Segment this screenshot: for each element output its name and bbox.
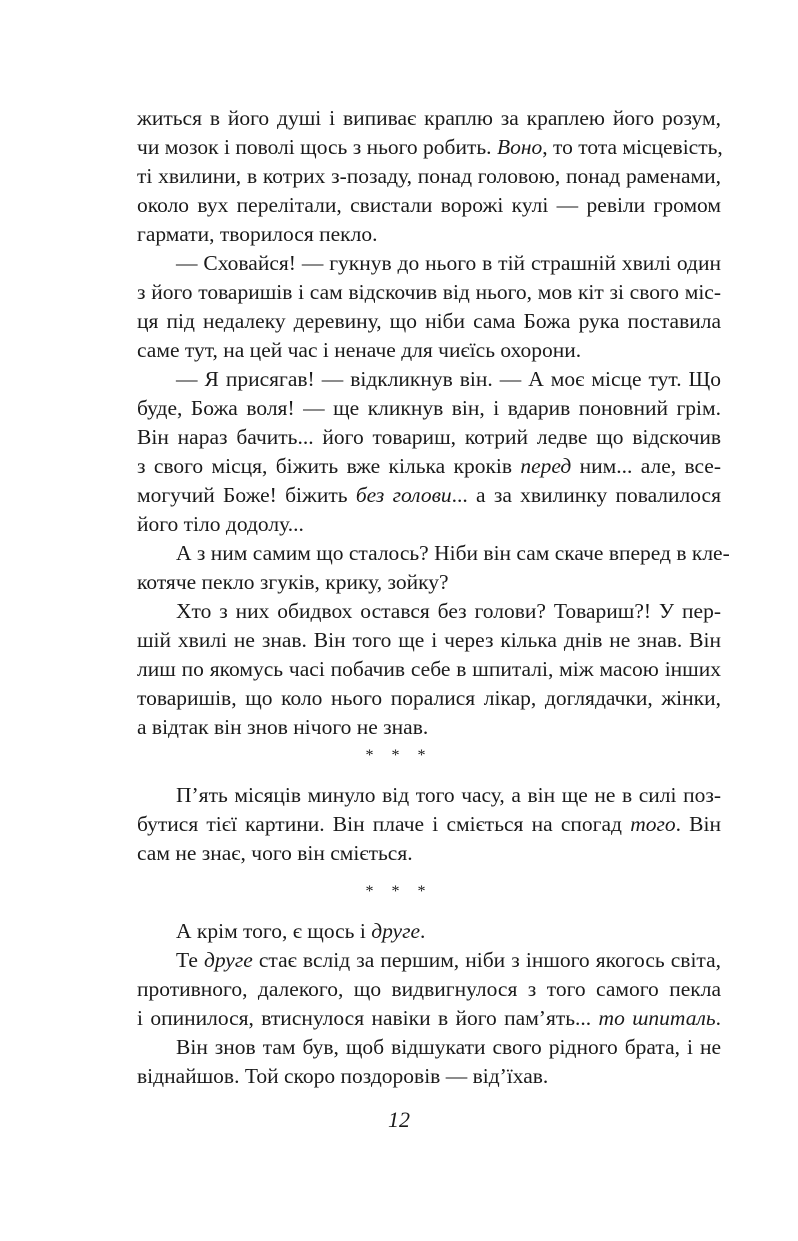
text-line: житься в його душі і випиває краплю за краплею його розум, [137,106,721,130]
text-line: віднайшов. Той скоро поздоровів — від’їхав. [137,1064,549,1088]
text-line: ті хвилини, в котрих з-позаду, понад головою, понад раменами, [137,164,721,188]
italic-word: того [630,812,676,836]
italic-word: друге [203,948,253,972]
text-line: — Я присягав! — відкликнув він. — А моє місце тут. Що [176,367,721,391]
text-line: около вух перелітали, свистали ворожі кулі — ревіли громом [137,193,721,217]
text-line: Те друге стає вслід за першим, ніби з іншого якогось світа, [176,948,721,972]
text-line: з його товаришів і сам відскочив від нього, мов кіт зі свого міс- [137,280,721,304]
text-line: П’ять місяців минуло від того часу, а він ще не в силі поз- [176,783,721,807]
section-separator: * * * [365,883,433,900]
text-line: лиш по якомусь часі побачив себе в шпиталі, між масою інших [137,657,721,681]
text-line: саме тут, на цей час і неначе для чиєїсь охорони. [137,338,582,362]
text-line: бутися тієї картини. Він плаче і сміється на спогад того. Він [137,812,722,836]
text-line: противного, далекого, що видвигнулося з того самого пекла [137,977,721,1001]
text-line: могучий Боже! біжить без голови... а за хвилинку повалилося [137,483,721,507]
text-line: Хто з них обидвох остався без голови? Товариш?! У пер- [176,599,721,623]
text-line: А з ним самим що сталось? Ніби він сам скаче вперед в кле- [176,541,730,565]
text-line: товаришів, що коло нього поралися лікар, доглядачки, жінки, [137,686,721,710]
text-line: а відтак він знов нічого не знав. [137,715,429,739]
text-line: — Сховайся! — гукнув до нього в тій страшній хвилі один [176,251,721,275]
italic-word: друге [371,919,421,943]
italic-word: Воно [496,135,543,159]
text-line: сам не знає, чого він сміється. [137,841,413,865]
text-line: шій хвилі не знав. Він того ще і через кілька днів не знав. Він [137,628,721,652]
page-number: 12 [388,1107,410,1132]
italic-word: без голови [355,483,452,507]
section-separator: * * * [365,747,433,764]
text-line: його тіло додолу... [137,512,304,536]
italic-word: то шпиталь [598,1006,716,1030]
text-line: буде, Божа воля! — ще кликнув він, і вдарив поновний грім. [137,396,721,420]
text-line: А крім того, є щось і друге. [176,919,426,943]
text-line: Він нараз бачить... його товариш, котрий ледве що відскочив [137,425,721,449]
text-line: чи мозок і поволі щось з нього робить. Воно, то тота місцевість, [137,135,723,159]
text-line: з свого місця, біжить вже кілька кроків перед ним... але, все- [137,454,721,478]
italic-word: перед [520,454,572,478]
text-line: ця під недалеку деревину, що ніби сама Божа рука поставила [137,309,721,333]
text-line: гармати, творилося пекло. [137,222,378,246]
text-line: і опинилося, втиснулося навіки в його пам’ять... то шпиталь. [137,1006,721,1030]
text-line: Він знов там був, щоб відшукати свого рідного брата, і не [176,1035,721,1059]
text-line: котяче пекло згуків, крику, зойку? [137,570,449,594]
